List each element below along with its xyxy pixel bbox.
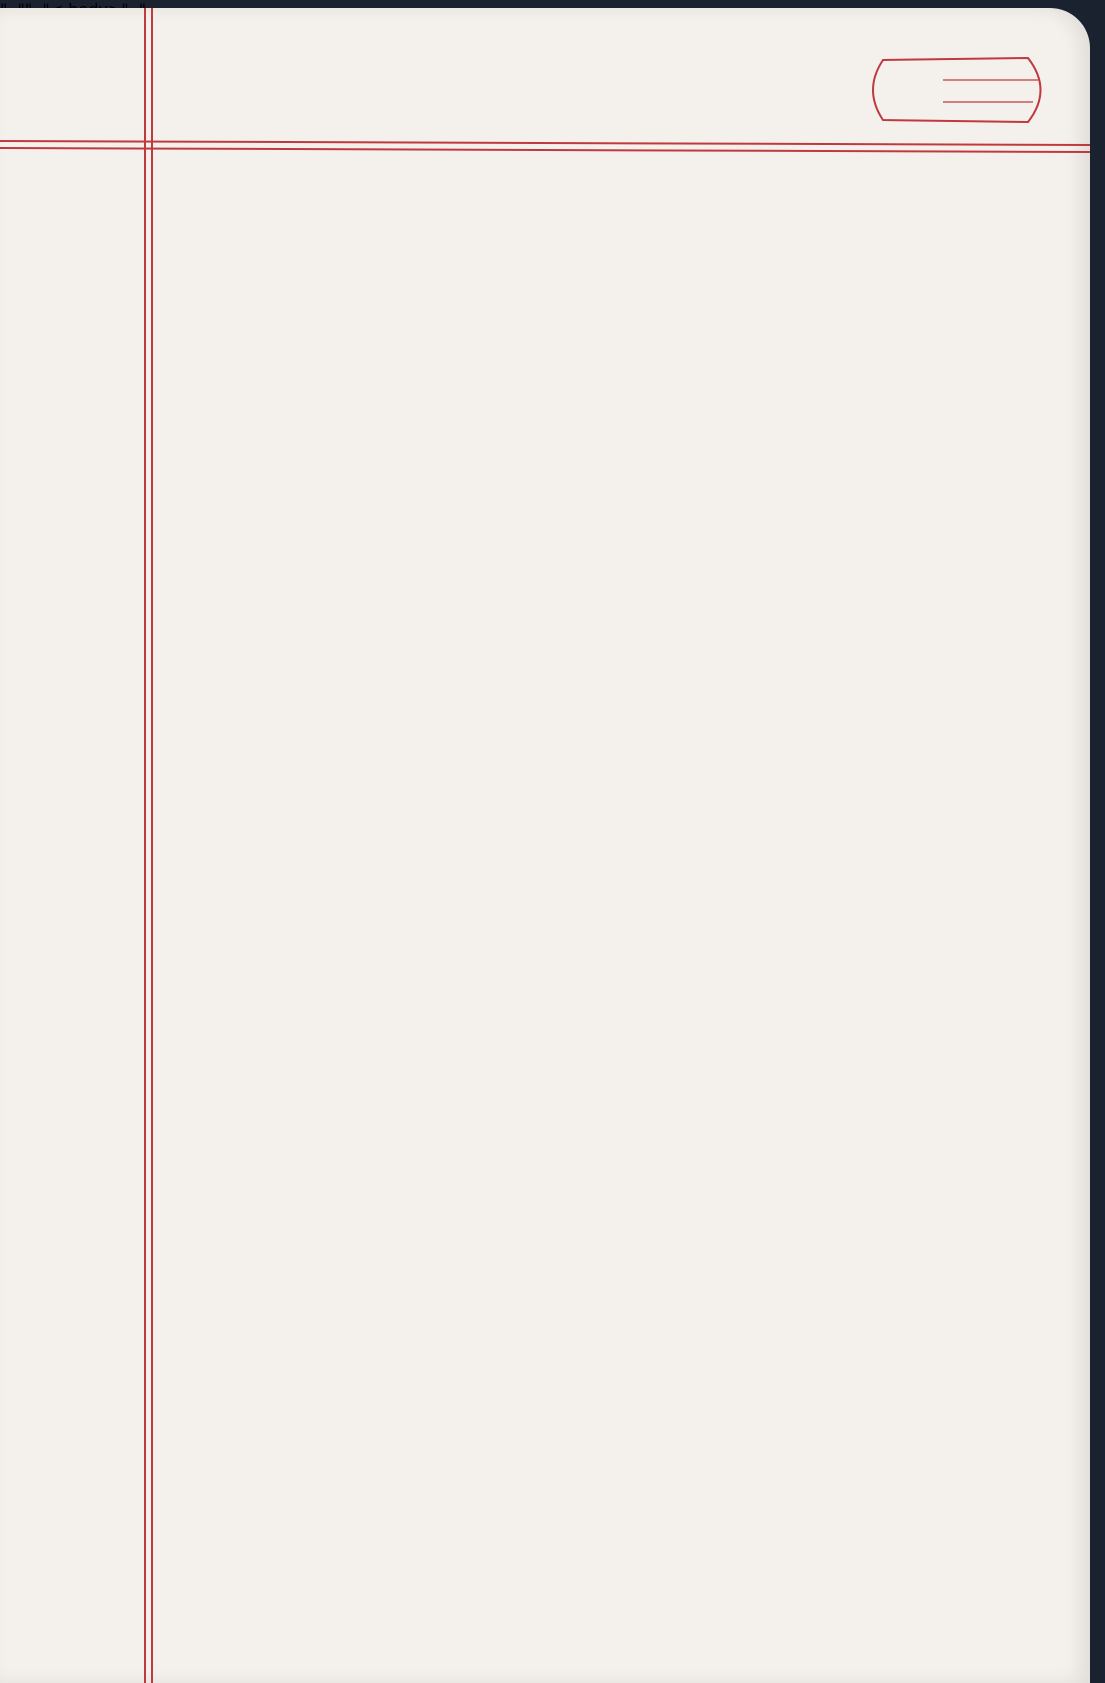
date-page-box (858, 50, 1058, 130)
ruled-lines (0, 8, 1090, 1683)
date-box-frame (858, 50, 1058, 130)
notebook-page (0, 8, 1090, 1683)
